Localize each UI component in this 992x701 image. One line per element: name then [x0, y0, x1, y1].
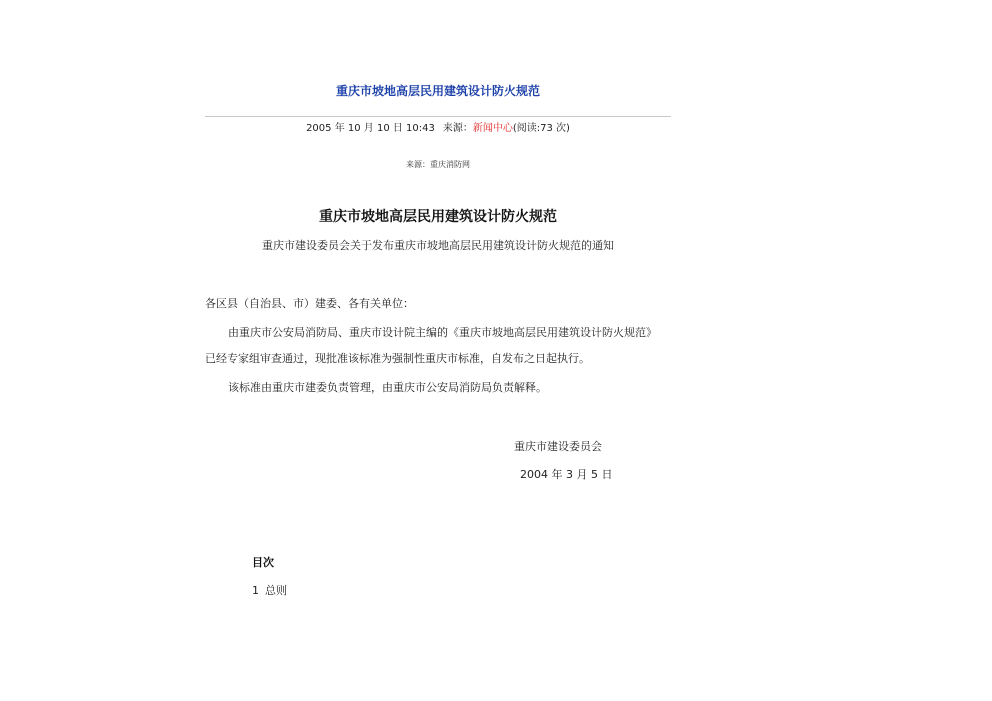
signature-org: 重庆市建设委员会 — [514, 440, 602, 453]
publish-datetime: 2005 年 10 月 10 日 10:43 — [306, 123, 435, 134]
read-count: (阅读:73 次) — [512, 123, 570, 134]
toc-heading: 目次 — [252, 556, 274, 569]
toc-item[interactable] — [252, 582, 287, 598]
document-subheading: 重庆市建设委员会关于发布重庆市坡地高层民用建筑设计防火规范的通知 — [262, 239, 614, 252]
document-heading: 重庆市坡地高层民用建筑设计防火规范 — [319, 209, 557, 225]
article-title: 重庆市坡地高层民用建筑设计防火规范 — [335, 84, 540, 98]
source-label: 来源： — [442, 123, 473, 134]
paragraph-1-line-2: 已经专家组审查通过，现批准该标准为强制性重庆市标准，自发布之日起执行。 — [205, 352, 590, 365]
source-link[interactable]: 新闻中心 — [472, 123, 513, 134]
article-meta — [205, 119, 671, 134]
paragraph-1-line-1: 由重庆市公安局消防局、重庆市设计院主编的《重庆市坡地高层民用建筑设计防火规范》 — [228, 326, 657, 339]
source-line: 来源：重庆消防网 — [406, 160, 470, 169]
title-divider — [205, 116, 671, 117]
signature-date: 2004 年 3 月 5 日 — [520, 468, 613, 481]
paragraph-2: 该标准由重庆市建委负责管理，由重庆市公安局消防局负责解释。 — [228, 381, 547, 394]
salutation: 各区县（自治县、市）建委、各有关单位： — [205, 297, 414, 310]
toc-item-label: 总则 — [265, 584, 287, 597]
toc-item-number: 1 — [252, 584, 259, 597]
